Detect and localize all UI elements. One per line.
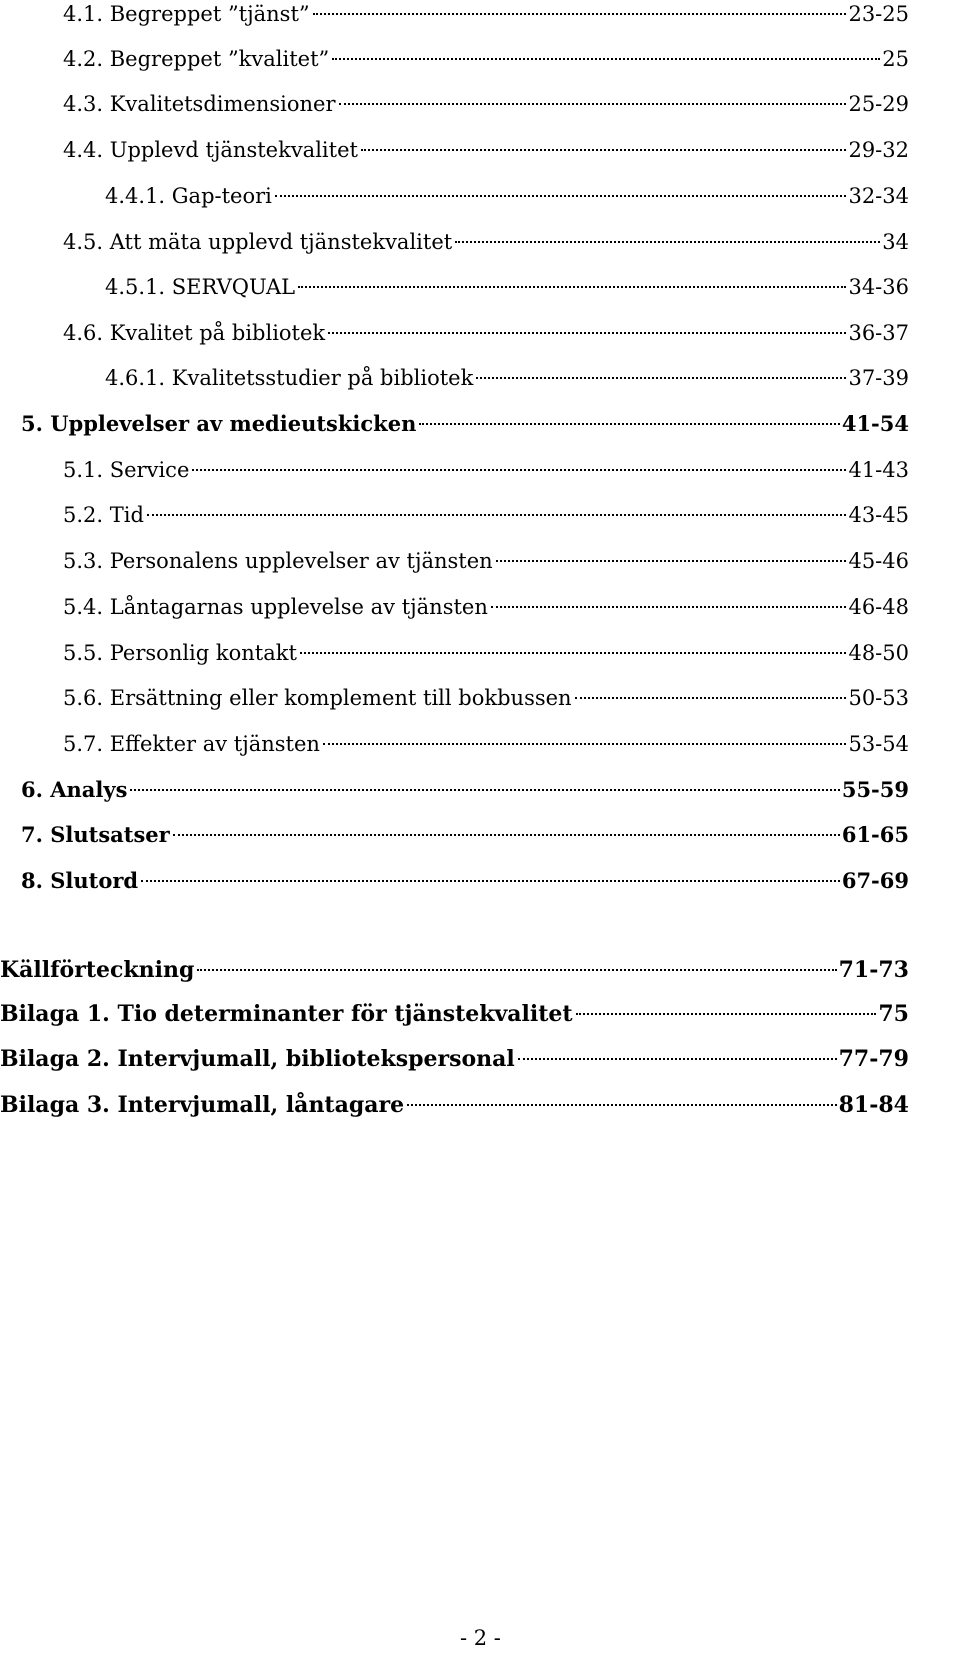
toc-entry-label: 4.6.1. Kvalitetsstudier på bibliotek <box>105 366 474 390</box>
toc-entry-page: 25-29 <box>848 92 909 116</box>
toc-entry-label: 5.5. Personlig kontakt <box>63 641 297 665</box>
toc-entry[interactable] <box>63 136 909 164</box>
toc-entry-page: 43-45 <box>848 503 909 527</box>
dot-leader <box>141 880 840 882</box>
page-number: - 2 - <box>460 1626 501 1650</box>
toc-entry[interactable] <box>63 684 909 712</box>
toc-entry-page: 25 <box>882 47 909 71</box>
toc-entry-label: Bilaga 2. Intervjumall, bibliotekspersonal <box>0 1046 515 1072</box>
dot-leader <box>575 697 847 699</box>
toc-entry-label: 4.1. Begreppet ”tjänst” <box>63 2 310 26</box>
dot-leader <box>491 606 847 608</box>
toc-entry-label: Källförteckning <box>0 957 195 983</box>
dot-leader <box>361 149 847 151</box>
toc-entry[interactable] <box>63 501 909 529</box>
toc-entry[interactable] <box>105 182 909 210</box>
toc-entry-label: 4.5.1. SERVQUAL <box>105 275 296 299</box>
dot-leader <box>298 286 846 288</box>
toc-entry-page: 45-46 <box>848 549 909 573</box>
toc-entry-label: 4.4. Upplevd tjänstekvalitet <box>63 138 358 162</box>
toc-entry[interactable] <box>63 90 909 118</box>
dot-leader <box>328 332 846 334</box>
toc-entry-page: 23-25 <box>848 2 909 26</box>
toc-entry-label: 5.7. Effekter av tjänsten <box>63 732 320 756</box>
toc-entry-page: 46-48 <box>848 595 909 619</box>
toc-chapter-entry[interactable] <box>21 776 909 804</box>
toc-appendix-entry[interactable] <box>0 956 909 984</box>
toc-entry-label: 4.3. Kvalitetsdimensioner <box>63 92 336 116</box>
toc-entry-page: 41-54 <box>841 411 909 436</box>
toc-entry-label: 5.6. Ersättning eller komplement till bokbussen <box>63 686 572 710</box>
toc-entry-label: 4.6. Kvalitet på bibliotek <box>63 321 326 345</box>
toc-entry-page: 77-79 <box>838 1046 909 1072</box>
toc-entry-label: 4.5. Att mäta upplevd tjänstekvalitet <box>63 230 453 254</box>
toc-entry[interactable] <box>63 547 909 575</box>
dot-leader <box>339 103 847 105</box>
toc-entry-page: 50-53 <box>848 686 909 710</box>
toc-entry-page: 29-32 <box>848 138 909 162</box>
toc-entry[interactable] <box>63 730 909 758</box>
toc-entry-label: 5.4. Låntagarnas upplevelse av tjänsten <box>63 595 488 619</box>
toc-entry-page: 53-54 <box>848 732 909 756</box>
toc-entry-label: Bilaga 1. Tio determinanter för tjänstekvalitet <box>0 1001 573 1027</box>
dot-leader <box>147 514 847 516</box>
toc-entry-page: 36-37 <box>848 321 909 345</box>
toc-entry-label: 5.2. Tid <box>63 503 144 527</box>
dot-leader <box>455 241 880 243</box>
dot-leader <box>173 834 840 836</box>
toc-entry-page: 37-39 <box>848 366 909 390</box>
toc-entry-page: 61-65 <box>841 822 909 847</box>
toc-appendix-entry[interactable] <box>0 1091 909 1119</box>
toc-entry-page: 41-43 <box>848 458 909 482</box>
toc-entry-page: 71-73 <box>838 957 909 983</box>
toc-entry[interactable] <box>105 273 909 301</box>
dot-leader <box>332 58 880 60</box>
toc-chapter-entry[interactable] <box>21 867 909 895</box>
toc-entry-page: 81-84 <box>838 1092 909 1118</box>
dot-leader <box>323 743 847 745</box>
toc-entry-page: 32-34 <box>848 184 909 208</box>
toc-entry-label: 5.1. Service <box>63 458 190 482</box>
dot-leader <box>130 789 839 791</box>
toc-entry-label: 7. Slutsatser <box>21 822 170 847</box>
toc-entry[interactable] <box>63 593 909 621</box>
toc-entry[interactable] <box>63 319 909 347</box>
dot-leader <box>313 13 847 15</box>
toc-entry-label: Bilaga 3. Intervjumall, låntagare <box>0 1092 405 1118</box>
toc-entry-page: 67-69 <box>841 868 909 893</box>
toc-entry-page: 48-50 <box>848 641 909 665</box>
toc-appendix-entry[interactable] <box>0 1045 909 1073</box>
toc-entry[interactable] <box>63 456 909 484</box>
dot-leader <box>300 652 847 654</box>
toc-entry-label: 4.2. Begreppet ”kvalitet” <box>63 47 330 71</box>
toc-entry-label: 4.4.1. Gap-teori <box>105 184 272 208</box>
dot-leader <box>518 1058 837 1060</box>
dot-leader <box>275 195 847 197</box>
toc-entry-page: 75 <box>878 1001 909 1027</box>
toc-chapter-entry[interactable] <box>21 821 909 849</box>
toc-entry-page: 34 <box>882 230 909 254</box>
toc-entry-label: 5.3. Personalens upplevelser av tjänsten <box>63 549 493 573</box>
dot-leader <box>476 377 846 379</box>
dot-leader <box>576 1013 877 1015</box>
toc-chapter-entry[interactable] <box>21 410 909 438</box>
toc-entry[interactable] <box>63 639 909 667</box>
toc-entry-label: 8. Slutord <box>21 868 139 893</box>
toc-entry-page: 55-59 <box>841 777 909 802</box>
toc-entry[interactable] <box>63 45 909 73</box>
dot-leader <box>192 469 846 471</box>
toc-entry[interactable] <box>63 228 909 256</box>
toc-entry-page: 34-36 <box>848 275 909 299</box>
dot-leader <box>419 423 839 425</box>
dot-leader <box>496 560 847 562</box>
toc-entry[interactable] <box>63 0 909 28</box>
toc-entry[interactable] <box>105 364 909 392</box>
toc-appendix-entry[interactable] <box>0 1000 909 1028</box>
dot-leader <box>407 1104 837 1106</box>
dot-leader <box>197 969 836 971</box>
toc-entry-label: 6. Analys <box>21 777 128 802</box>
toc-entry-label: 5. Upplevelser av medieutskicken <box>21 411 417 436</box>
